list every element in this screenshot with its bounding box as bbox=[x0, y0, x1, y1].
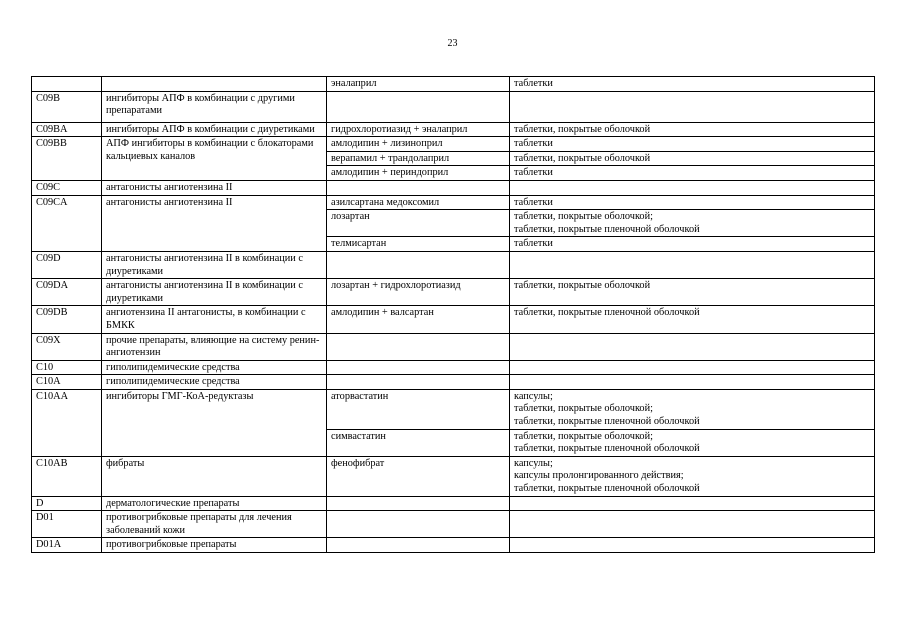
substance-cell: телмисартан bbox=[327, 237, 510, 252]
atc-code-cell: D01 bbox=[32, 511, 102, 538]
atc-code-cell: C09BA bbox=[32, 122, 102, 137]
substance-cell: амлодипин + периндоприл bbox=[327, 166, 510, 181]
substance-cell: гидрохлоротиазид + эналаприл bbox=[327, 122, 510, 137]
atc-code-cell: C09X bbox=[32, 333, 102, 360]
atc-group-cell: фибраты bbox=[102, 456, 327, 496]
atc-group-cell: противогрибковые препараты bbox=[102, 538, 327, 553]
substance-cell: симвастатин bbox=[327, 429, 510, 456]
dosage-form-cell bbox=[510, 180, 875, 195]
dosage-form-cell: таблетки bbox=[510, 195, 875, 210]
substance-cell bbox=[327, 511, 510, 538]
table-row bbox=[32, 496, 875, 511]
substance-cell: эналаприл bbox=[327, 77, 510, 92]
substance-cell bbox=[327, 360, 510, 375]
atc-code-cell: D01A bbox=[32, 538, 102, 553]
dosage-form-cell: таблетки bbox=[510, 166, 875, 181]
substance-cell: амлодипин + лизиноприл bbox=[327, 137, 510, 152]
table-row bbox=[32, 306, 875, 333]
atc-group-cell: противогрибковые препараты для лечения заболеваний кожи bbox=[102, 511, 327, 538]
dosage-form-cell: таблетки, покрытые оболочкой bbox=[510, 122, 875, 137]
substance-cell bbox=[327, 496, 510, 511]
substance-cell: азилсартана медоксомил bbox=[327, 195, 510, 210]
substance-cell: лозартан + гидрохлоротиазид bbox=[327, 279, 510, 306]
dosage-form-cell: таблетки bbox=[510, 237, 875, 252]
atc-group-cell: ингибиторы АПФ в комбинации с другими препаратами bbox=[102, 91, 327, 122]
atc-code-cell: C09DB bbox=[32, 306, 102, 333]
dosage-form-cell: таблетки, покрытые оболочкой; таблетки, покрытые пленочной оболочкой bbox=[510, 429, 875, 456]
atc-code-cell: C09CA bbox=[32, 195, 102, 251]
dosage-form-cell bbox=[510, 496, 875, 511]
dosage-form-cell: капсулы; капсулы пролонгированного действия; таблетки, покрытые пленочной оболочкой bbox=[510, 456, 875, 496]
table-row bbox=[32, 538, 875, 553]
dosage-form-cell bbox=[510, 91, 875, 122]
atc-group-cell: ингибиторы АПФ в комбинации с диуретиками bbox=[102, 122, 327, 137]
atc-group-cell: прочие препараты, влияющие на систему ренин-ангиотензин bbox=[102, 333, 327, 360]
table-row bbox=[32, 122, 875, 137]
substance-cell bbox=[327, 251, 510, 278]
table-row bbox=[32, 456, 875, 496]
atc-group-cell: ангиотензина II антагонисты, в комбинации с БМКК bbox=[102, 306, 327, 333]
atc-code-cell bbox=[32, 77, 102, 92]
dosage-form-cell: таблетки, покрытые оболочкой bbox=[510, 279, 875, 306]
substance-cell: аторвастатин bbox=[327, 389, 510, 429]
table-row bbox=[32, 251, 875, 278]
atc-code-cell: D bbox=[32, 496, 102, 511]
table-row bbox=[32, 375, 875, 390]
atc-code-cell: C10AB bbox=[32, 456, 102, 496]
atc-group-cell: дерматологические препараты bbox=[102, 496, 327, 511]
table-row bbox=[32, 77, 875, 92]
table-row bbox=[32, 91, 875, 122]
substance-cell bbox=[327, 375, 510, 390]
atc-group-cell: ингибиторы ГМГ-КоА-редуктазы bbox=[102, 389, 327, 456]
atc-code-cell: C10AA bbox=[32, 389, 102, 456]
dosage-form-cell bbox=[510, 360, 875, 375]
dosage-form-cell: таблетки bbox=[510, 77, 875, 92]
atc-group-cell: гиполипидемические средства bbox=[102, 375, 327, 390]
atc-group-cell: антагонисты ангиотензина II bbox=[102, 195, 327, 251]
atc-group-cell: антагонисты ангиотензина II в комбинации с диуретиками bbox=[102, 279, 327, 306]
atc-code-cell: C09DA bbox=[32, 279, 102, 306]
drug-classification-table bbox=[31, 76, 875, 553]
table-row bbox=[32, 389, 875, 429]
dosage-form-cell: таблетки, покрытые пленочной оболочкой bbox=[510, 306, 875, 333]
substance-cell bbox=[327, 538, 510, 553]
table-row bbox=[32, 279, 875, 306]
substance-cell bbox=[327, 180, 510, 195]
atc-code-cell: C10 bbox=[32, 360, 102, 375]
atc-group-cell: гиполипидемические средства bbox=[102, 360, 327, 375]
table-row bbox=[32, 360, 875, 375]
atc-code-cell: C10A bbox=[32, 375, 102, 390]
substance-cell: амлодипин + валсартан bbox=[327, 306, 510, 333]
dosage-form-cell bbox=[510, 333, 875, 360]
dosage-form-cell: таблетки bbox=[510, 137, 875, 152]
dosage-form-cell bbox=[510, 511, 875, 538]
substance-cell bbox=[327, 333, 510, 360]
atc-group-cell: АПФ ингибиторы в комбинации с блокаторами кальциевых каналов bbox=[102, 137, 327, 181]
atc-group-cell: антагонисты ангиотензина II в комбинации с диуретиками bbox=[102, 251, 327, 278]
atc-code-cell: C09BB bbox=[32, 137, 102, 181]
substance-cell: фенофибрат bbox=[327, 456, 510, 496]
atc-code-cell: C09C bbox=[32, 180, 102, 195]
substance-cell: лозартан bbox=[327, 210, 510, 237]
page-number: 23 bbox=[447, 38, 458, 49]
atc-group-cell: антагонисты ангиотензина II bbox=[102, 180, 327, 195]
table-row bbox=[32, 137, 875, 152]
substance-cell bbox=[327, 91, 510, 122]
table-row bbox=[32, 180, 875, 195]
dosage-form-cell: капсулы; таблетки, покрытые оболочкой; таблетки, покрытые пленочной оболочкой bbox=[510, 389, 875, 429]
substance-cell: верапамил + трандолаприл bbox=[327, 151, 510, 166]
dosage-form-cell bbox=[510, 251, 875, 278]
atc-code-cell: C09D bbox=[32, 251, 102, 278]
table-row bbox=[32, 333, 875, 360]
table-row bbox=[32, 511, 875, 538]
table-row bbox=[32, 195, 875, 210]
atc-group-cell bbox=[102, 77, 327, 92]
dosage-form-cell: таблетки, покрытые оболочкой bbox=[510, 151, 875, 166]
dosage-form-cell bbox=[510, 538, 875, 553]
dosage-form-cell bbox=[510, 375, 875, 390]
atc-code-cell: C09B bbox=[32, 91, 102, 122]
dosage-form-cell: таблетки, покрытые оболочкой; таблетки, покрытые пленочной оболочкой bbox=[510, 210, 875, 237]
